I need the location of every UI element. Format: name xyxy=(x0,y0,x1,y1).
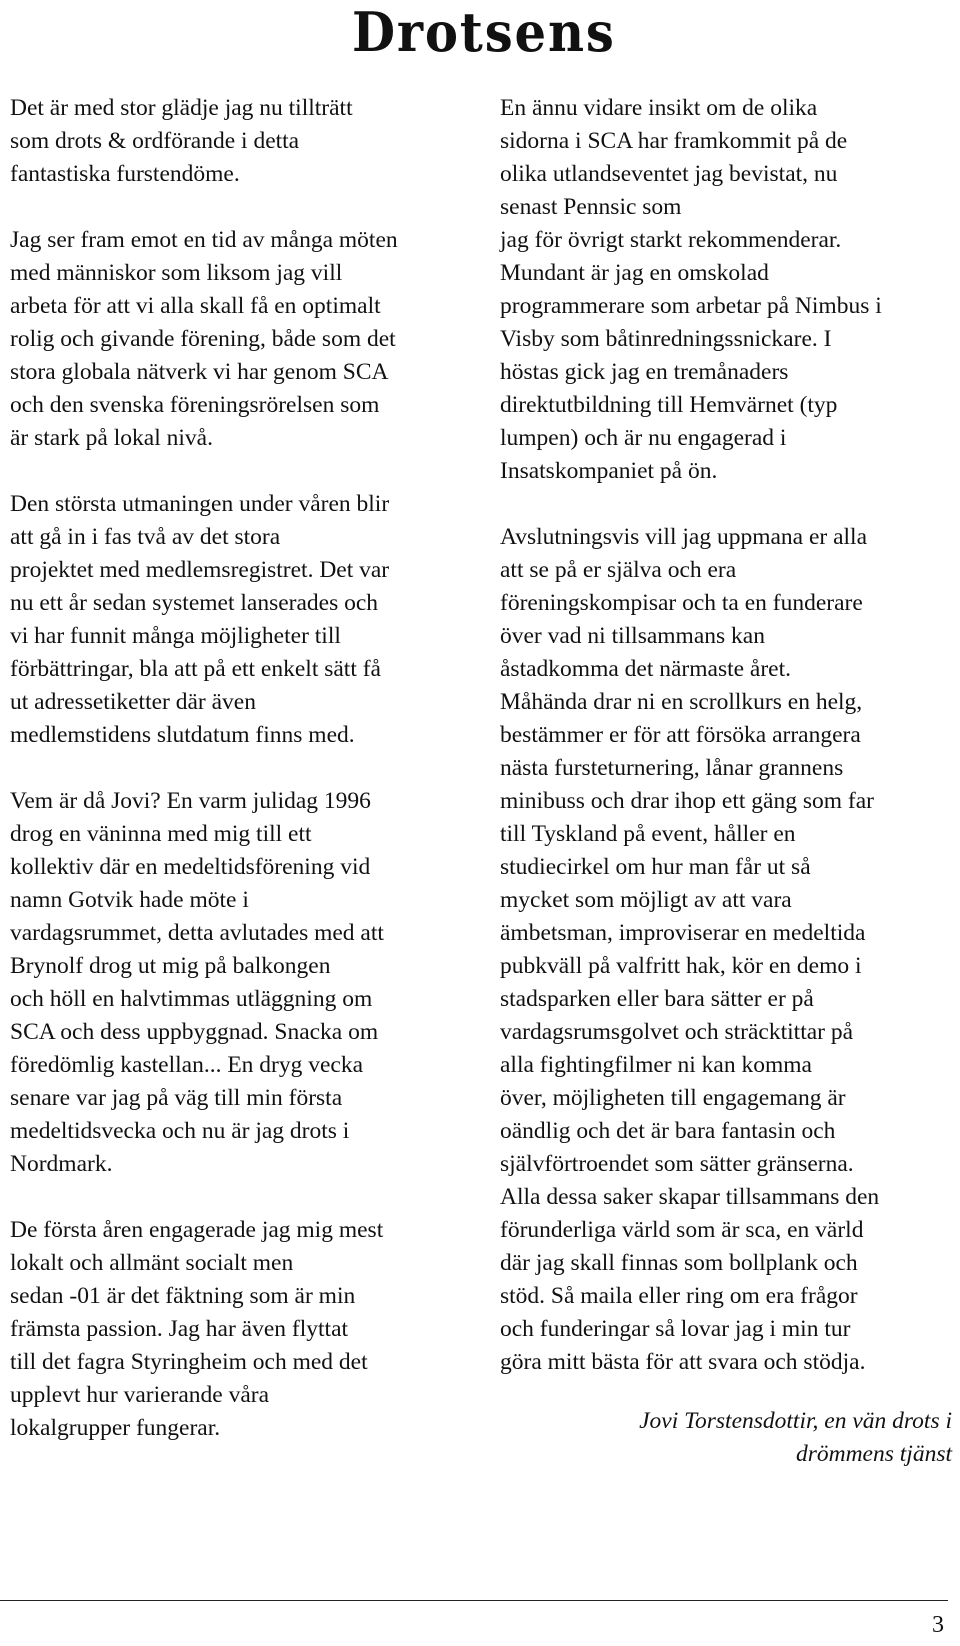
text-line: Brynolf drog ut mig på balkongen xyxy=(10,953,331,979)
text-line: medlemstidens slutdatum finns med. xyxy=(10,722,355,748)
text-line: direktutbildning till Hemvärnet (typ xyxy=(500,392,838,418)
paragraph xyxy=(10,1214,456,1445)
text-line: Den största utmaningen under våren blir xyxy=(10,491,390,517)
text-line: göra mitt bästa för att svara och stödja. xyxy=(500,1349,866,1375)
text-line: projektet med medlemsregistret. Det var xyxy=(10,557,390,583)
text-line: och höll en halvtimmas utläggning om xyxy=(10,986,373,1012)
text-line: sidorna i SCA har framkommit på de xyxy=(500,128,848,154)
text-line: Det är med stor glädje jag nu tillträtt xyxy=(10,95,353,121)
text-line: Avslutningsvis vill jag uppmana er alla xyxy=(500,524,868,550)
text-line: stora globala nätverk vi har genom SCA xyxy=(10,359,389,385)
text-line: minibuss och drar ihop ett gäng som far xyxy=(500,788,874,814)
text-line: och den svenska föreningsrörelsen som xyxy=(10,392,380,418)
text-line: lumpen) och är nu engagerad i xyxy=(500,425,787,451)
text-line: till Tyskland på event, håller en xyxy=(500,821,796,847)
text-line: oändlig och det är bara fantasin och xyxy=(500,1118,836,1144)
text-line: En ännu vidare insikt om de olika xyxy=(500,95,818,121)
text-line: Vem är då Jovi? En varm julidag 1996 xyxy=(10,788,371,814)
text-line: vi har funnit många möjligheter till xyxy=(10,623,341,649)
signature xyxy=(500,1405,952,1471)
text-line: Alla dessa saker skapar tillsammans den xyxy=(500,1184,880,1210)
text-line: De första åren engagerade jag mig mest xyxy=(10,1217,384,1243)
text-line: föreningskompisar och ta en funderare xyxy=(500,590,863,616)
text-line: sedan -01 är det fäktning som är min xyxy=(10,1283,356,1309)
text-line: med människor som liksom jag vill xyxy=(10,260,343,286)
text-line: fantastiska furstendöme. xyxy=(10,161,240,187)
text-line: vardagsrummet, detta avlutades med att xyxy=(10,920,384,946)
text-line: mycket som möjligt av att vara xyxy=(500,887,792,913)
text-line: bestämmer er för att försöka arrangera xyxy=(500,722,861,748)
text-line: förunderliga värld som är sca, en värld xyxy=(500,1217,864,1243)
right-column xyxy=(500,92,952,1471)
text-line: till det fagra Styringheim och med det xyxy=(10,1349,368,1375)
page-title: Drotsens xyxy=(352,0,616,64)
text-line: främsta passion. Jag har även flyttat xyxy=(10,1316,349,1342)
text-line: vardagsrumsgolvet och sträcktittar på xyxy=(500,1019,854,1045)
text-line: att gå in i fas två av det stora xyxy=(10,524,281,550)
text-line: rolig och givande förening, både som det xyxy=(10,326,396,352)
text-line: drog en väninna med mig till ett xyxy=(10,821,312,847)
text-line: Insatskompaniet på ön. xyxy=(500,458,718,484)
text-line: åstadkomma det närmaste året. xyxy=(500,656,792,682)
paragraph xyxy=(500,521,952,1379)
text-line: är stark på lokal nivå. xyxy=(10,425,213,451)
text-line: Måhända drar ni en scrollkurs en helg, xyxy=(500,689,863,715)
text-line: Visby som båtinredningssnickare. I xyxy=(500,326,832,352)
text-line: senast Pennsic som xyxy=(500,194,682,220)
text-line: stadsparken eller bara sätter er på xyxy=(500,986,814,1012)
left-column xyxy=(10,92,456,1445)
text-line: över, möjligheten till engagemang är xyxy=(500,1085,846,1111)
text-line: pubkväll på valfritt hak, kör en demo i xyxy=(500,953,862,979)
page-number: 3 xyxy=(932,1612,944,1638)
text-line: över vad ni tillsammans kan xyxy=(500,623,765,649)
text-line: Jag ser fram emot en tid av många möten xyxy=(10,227,398,253)
text-line: senare var jag på väg till min första xyxy=(10,1085,343,1111)
text-line: förbättringar, bla att på ett enkelt sätt få xyxy=(10,656,381,682)
paragraph xyxy=(10,488,456,752)
paragraph xyxy=(10,92,456,191)
text-line: lokalt och allmänt socialt men xyxy=(10,1250,294,1276)
text-line: stöd. Så maila eller ring om era frågor xyxy=(500,1283,858,1309)
text-line: och funderingar så lovar jag i min tur xyxy=(500,1316,851,1342)
paragraph xyxy=(10,785,456,1181)
text-line: studiecirkel om hur man får ut så xyxy=(500,854,811,880)
text-line: olika utlandseventet jag bevistat, nu xyxy=(500,161,838,187)
text-line: medeltidsvecka och nu är jag drots i xyxy=(10,1118,350,1144)
text-line: jag för övrigt starkt rekommenderar. xyxy=(500,227,842,253)
text-line: nästa fursteturnering, lånar grannens xyxy=(500,755,844,781)
text-line: lokalgrupper fungerar. xyxy=(10,1415,221,1441)
footer-divider xyxy=(0,1600,948,1601)
text-line: ämbetsman, improviserar en medeltida xyxy=(500,920,866,946)
text-line: upplevt hur varierande våra xyxy=(10,1382,270,1408)
signature-line: drömmens tjänst xyxy=(795,1441,952,1467)
text-line: Nordmark. xyxy=(10,1151,113,1177)
text-line: nu ett år sedan systemet lanserades och xyxy=(10,590,379,616)
text-line: alla fightingfilmer ni kan komma xyxy=(500,1052,812,1078)
text-line: kollektiv där en medeltidsförening vid xyxy=(10,854,371,880)
text-line: Mundant är jag en omskolad xyxy=(500,260,769,286)
text-line: arbeta för att vi alla skall få en optimalt xyxy=(10,293,381,319)
paragraph xyxy=(500,92,952,488)
paragraph xyxy=(10,224,456,455)
text-line: som drots & ordförande i detta xyxy=(10,128,300,154)
text-line: att se på er själva och era xyxy=(500,557,737,583)
text-line: självförtroendet som sätter gränserna. xyxy=(500,1151,854,1177)
text-line: föredömlig kastellan... En dryg vecka xyxy=(10,1052,364,1078)
text-line: namn Gotvik hade möte i xyxy=(10,887,249,913)
signature-line: Jovi Torstensdottir, en vän drots i xyxy=(639,1408,952,1434)
text-line: SCA och dess uppbyggnad. Snacka om xyxy=(10,1019,379,1045)
text-line: höstas gick jag en tremånaders xyxy=(500,359,789,385)
text-line: programmerare som arbetar på Nimbus i xyxy=(500,293,882,319)
text-line: ut adressetiketter där även xyxy=(10,689,256,715)
text-line: där jag skall finnas som bollplank och xyxy=(500,1250,858,1276)
